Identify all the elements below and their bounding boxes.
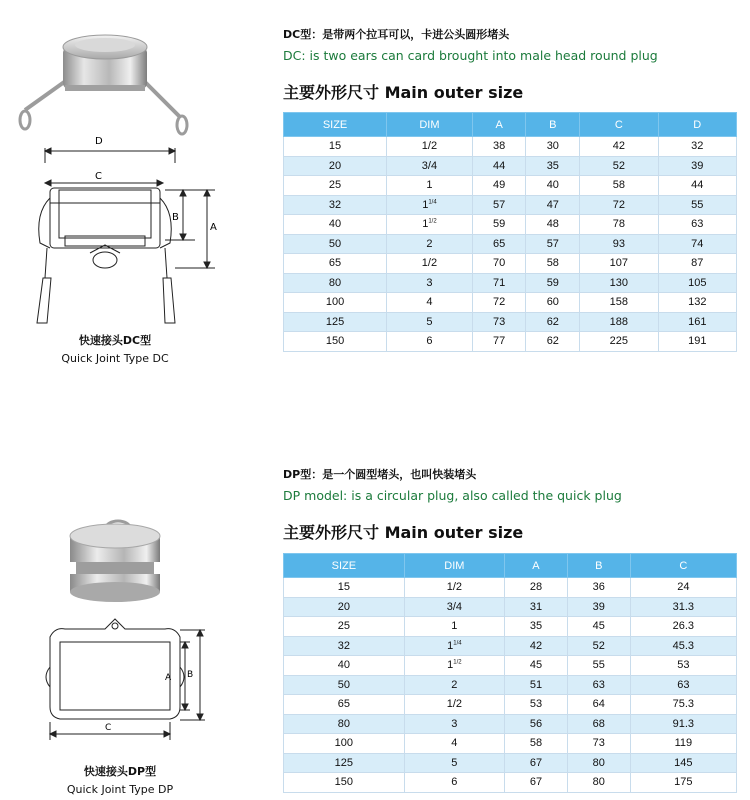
table-cell-size: 50 [284,234,387,254]
dp-technical-drawing [35,612,210,747]
table-cell-size: 125 [284,312,387,332]
table-cell-d: 74 [658,234,736,254]
table-cell-a: 44 [472,156,526,176]
table-cell-b: 40 [526,176,580,196]
table-cell-c: 130 [580,273,658,293]
table-cell-b: 62 [526,312,580,332]
table-cell-c: 119 [630,734,736,754]
dim-value: 3/4 [446,600,462,613]
dc-col-header: B [526,113,580,137]
table-cell-c: 31.3 [630,597,736,617]
dc-product-photo [15,25,200,145]
table-cell-b: 60 [526,293,580,313]
table-row [284,234,737,254]
table-cell-a: 72 [472,293,526,313]
table-cell-c: 188 [580,312,658,332]
table-cell-b: 30 [526,137,580,157]
dp-col-header: A [505,554,568,578]
table-cell-b: 55 [567,656,630,676]
dp-dim-label-b: B [187,670,194,680]
table-cell-a: 56 [505,714,568,734]
table-cell-d: 105 [658,273,736,293]
table-cell-dim [387,176,473,196]
dim-value: 2 [426,237,433,250]
dim-label-a: A [210,222,217,233]
table-cell-dim [387,254,473,274]
dp-caption [45,763,195,799]
table-row [284,195,737,215]
dim-fraction: 1/2 [453,659,462,666]
table-cell-d: 32 [658,137,736,157]
table-cell-a: 53 [505,695,568,715]
dp-col-header: B [567,554,630,578]
dim-value: 1 [422,198,429,211]
table-row [284,273,737,293]
dp-col-header: SIZE [284,554,405,578]
dc-note-en: DC: is two ears can card brought into male head round plug [283,48,658,63]
table-row [284,617,737,637]
table-cell-c: 45.3 [630,636,736,656]
dc-col-header: SIZE [284,113,387,137]
table-cell-size: 15 [284,578,405,598]
table-row [284,675,737,695]
table-cell-c: 24 [630,578,736,598]
table-cell-dim [387,137,473,157]
table-cell-dim [404,636,504,656]
table-cell-c: 75.3 [630,695,736,715]
table-cell-dim [404,714,504,734]
table-cell-dim [404,617,504,637]
table-cell-a: 67 [505,773,568,793]
table-cell-size: 15 [284,137,387,157]
table-cell-b: 52 [567,636,630,656]
table-cell-c: 107 [580,254,658,274]
dp-dim-label-a: A [165,673,172,683]
table-cell-dim [404,734,504,754]
table-cell-c: 63 [630,675,736,695]
table-row [284,137,737,157]
table-cell-a: 71 [472,273,526,293]
table-cell-a: 49 [472,176,526,196]
table-cell-c: 42 [580,137,658,157]
table-cell-size: 32 [284,195,387,215]
table-cell-a: 58 [505,734,568,754]
dim-label-b: B [172,212,179,223]
dim-value: 1/2 [446,698,462,711]
dim-fraction: 1/4 [428,199,437,206]
dim-value: 1/2 [446,581,462,594]
table-row [284,254,737,274]
dim-fraction: 1/2 [428,218,437,225]
dp-col-header: DIM [404,554,504,578]
table-cell-size: 25 [284,617,405,637]
table-row [284,293,737,313]
table-cell-dim [404,753,504,773]
table-cell-c: 52 [580,156,658,176]
table-row [284,753,737,773]
table-row [284,176,737,196]
table-cell-a: 45 [505,656,568,676]
table-cell-size: 25 [284,176,387,196]
table-cell-b: 36 [567,578,630,598]
dim-value: 4 [451,737,458,750]
table-cell-d: 63 [658,215,736,235]
dp-dim-label-c: C [105,723,112,733]
dim-value: 1 [447,659,454,672]
table-cell-dim [404,695,504,715]
table-cell-b: 68 [567,714,630,734]
table-cell-b: 39 [567,597,630,617]
dim-value: 3/4 [421,159,438,172]
table-cell-c: 58 [580,176,658,196]
table-cell-size: 65 [284,254,387,274]
dc-caption-cn: 快速接头DC型 [78,334,152,347]
table-cell-size: 20 [284,156,387,176]
dc-note-cn: DC型：是带两个拉耳可以，卡进公头圆形堵头 [283,28,510,41]
table-row [284,773,737,793]
table-cell-b: 80 [567,753,630,773]
table-cell-a: 38 [472,137,526,157]
table-cell-dim [387,332,473,352]
table-cell-c: 91.3 [630,714,736,734]
table-cell-dim [404,597,504,617]
table-cell-dim [387,215,473,235]
dc-caption-en: Quick Joint Type DC [61,352,169,365]
table-cell-dim [404,675,504,695]
dim-value: 3 [426,276,433,289]
table-row [284,312,737,332]
dim-value: 1 [451,620,458,633]
table-cell-d: 161 [658,312,736,332]
table-cell-size: 40 [284,656,405,676]
dp-dimension-table [283,553,737,793]
table-cell-c: 158 [580,293,658,313]
table-cell-b: 73 [567,734,630,754]
table-cell-size: 100 [284,293,387,313]
table-cell-a: 31 [505,597,568,617]
table-cell-b: 80 [567,773,630,793]
dc-size-title: 主要外形尺寸 Main outer size [283,83,524,102]
dp-size-title: 主要外形尺寸 Main outer size [283,523,524,542]
table-cell-c: 225 [580,332,658,352]
table-cell-b: 58 [526,254,580,274]
dp-product-photo [60,518,170,608]
table-cell-dim [387,312,473,332]
table-cell-dim [387,293,473,313]
table-cell-size: 20 [284,597,405,617]
dim-value: 6 [451,776,458,789]
table-cell-c: 175 [630,773,736,793]
table-cell-d: 55 [658,195,736,215]
dim-label-c: C [95,171,102,182]
dim-value: 6 [426,335,433,348]
dc-technical-drawing [15,128,230,333]
table-row [284,215,737,235]
dc-col-header: D [658,113,736,137]
dc-col-header: C [580,113,658,137]
table-cell-a: 67 [505,753,568,773]
table-cell-b: 59 [526,273,580,293]
table-cell-c: 78 [580,215,658,235]
dim-value: 2 [451,678,458,691]
dim-fraction: 1/4 [453,640,462,647]
dim-value: 1 [422,218,429,231]
table-cell-dim [387,273,473,293]
dim-label-d: D [95,136,103,147]
table-cell-d: 44 [658,176,736,196]
dim-value: 1/2 [421,257,438,270]
table-cell-dim [387,195,473,215]
dp-table-header [284,554,737,578]
dim-value: 1 [447,639,454,652]
table-cell-size: 40 [284,215,387,235]
table-cell-size: 32 [284,636,405,656]
table-cell-dim [404,773,504,793]
table-cell-a: 77 [472,332,526,352]
table-row [284,636,737,656]
table-cell-dim [404,578,504,598]
dim-value: 1/2 [421,140,438,153]
dim-value: 5 [451,756,458,769]
dc-col-header: A [472,113,526,137]
table-cell-a: 35 [505,617,568,637]
table-cell-b: 62 [526,332,580,352]
table-cell-size: 150 [284,773,405,793]
table-cell-b: 63 [567,675,630,695]
table-cell-c: 72 [580,195,658,215]
dp-caption-cn: 快速接头DP型 [83,765,157,778]
table-cell-size: 100 [284,734,405,754]
dim-value: 3 [451,717,458,730]
table-row [284,597,737,617]
dc-col-header: DIM [387,113,473,137]
table-cell-dim [404,656,504,676]
dim-value: 4 [426,296,433,309]
table-cell-size: 80 [284,714,405,734]
table-cell-b: 64 [567,695,630,715]
table-cell-a: 51 [505,675,568,695]
table-cell-a: 59 [472,215,526,235]
table-row [284,734,737,754]
table-cell-c: 93 [580,234,658,254]
table-row [284,695,737,715]
table-cell-dim [387,234,473,254]
table-cell-size: 80 [284,273,387,293]
dp-note-en: DP model: is a circular plug, also called the quick plug [283,488,622,503]
dp-note-cn: DP型：是一个圆型堵头，也叫快装堵头 [283,468,477,481]
table-cell-size: 65 [284,695,405,715]
table-cell-a: 65 [472,234,526,254]
table-cell-a: 57 [472,195,526,215]
table-cell-a: 42 [505,636,568,656]
dim-value: 1 [426,179,433,192]
dc-caption [40,332,190,368]
dim-value: 5 [426,315,433,328]
table-cell-a: 28 [505,578,568,598]
table-cell-b: 57 [526,234,580,254]
table-cell-d: 87 [658,254,736,274]
table-cell-b: 48 [526,215,580,235]
table-cell-d: 132 [658,293,736,313]
table-cell-d: 39 [658,156,736,176]
dc-table-header [284,113,737,137]
table-cell-size: 150 [284,332,387,352]
table-row [284,156,737,176]
table-cell-b: 47 [526,195,580,215]
table-row [284,578,737,598]
table-row [284,332,737,352]
table-cell-b: 45 [567,617,630,637]
table-cell-c: 26.3 [630,617,736,637]
table-cell-size: 50 [284,675,405,695]
table-cell-a: 73 [472,312,526,332]
table-cell-dim [387,156,473,176]
table-cell-b: 35 [526,156,580,176]
dc-dimension-table [283,112,737,352]
table-cell-c: 145 [630,753,736,773]
table-cell-c: 53 [630,656,736,676]
table-cell-size: 125 [284,753,405,773]
table-row [284,656,737,676]
table-cell-a: 70 [472,254,526,274]
table-row [284,714,737,734]
dp-col-header: C [630,554,736,578]
dp-caption-en: Quick Joint Type DP [66,783,174,796]
table-cell-d: 191 [658,332,736,352]
